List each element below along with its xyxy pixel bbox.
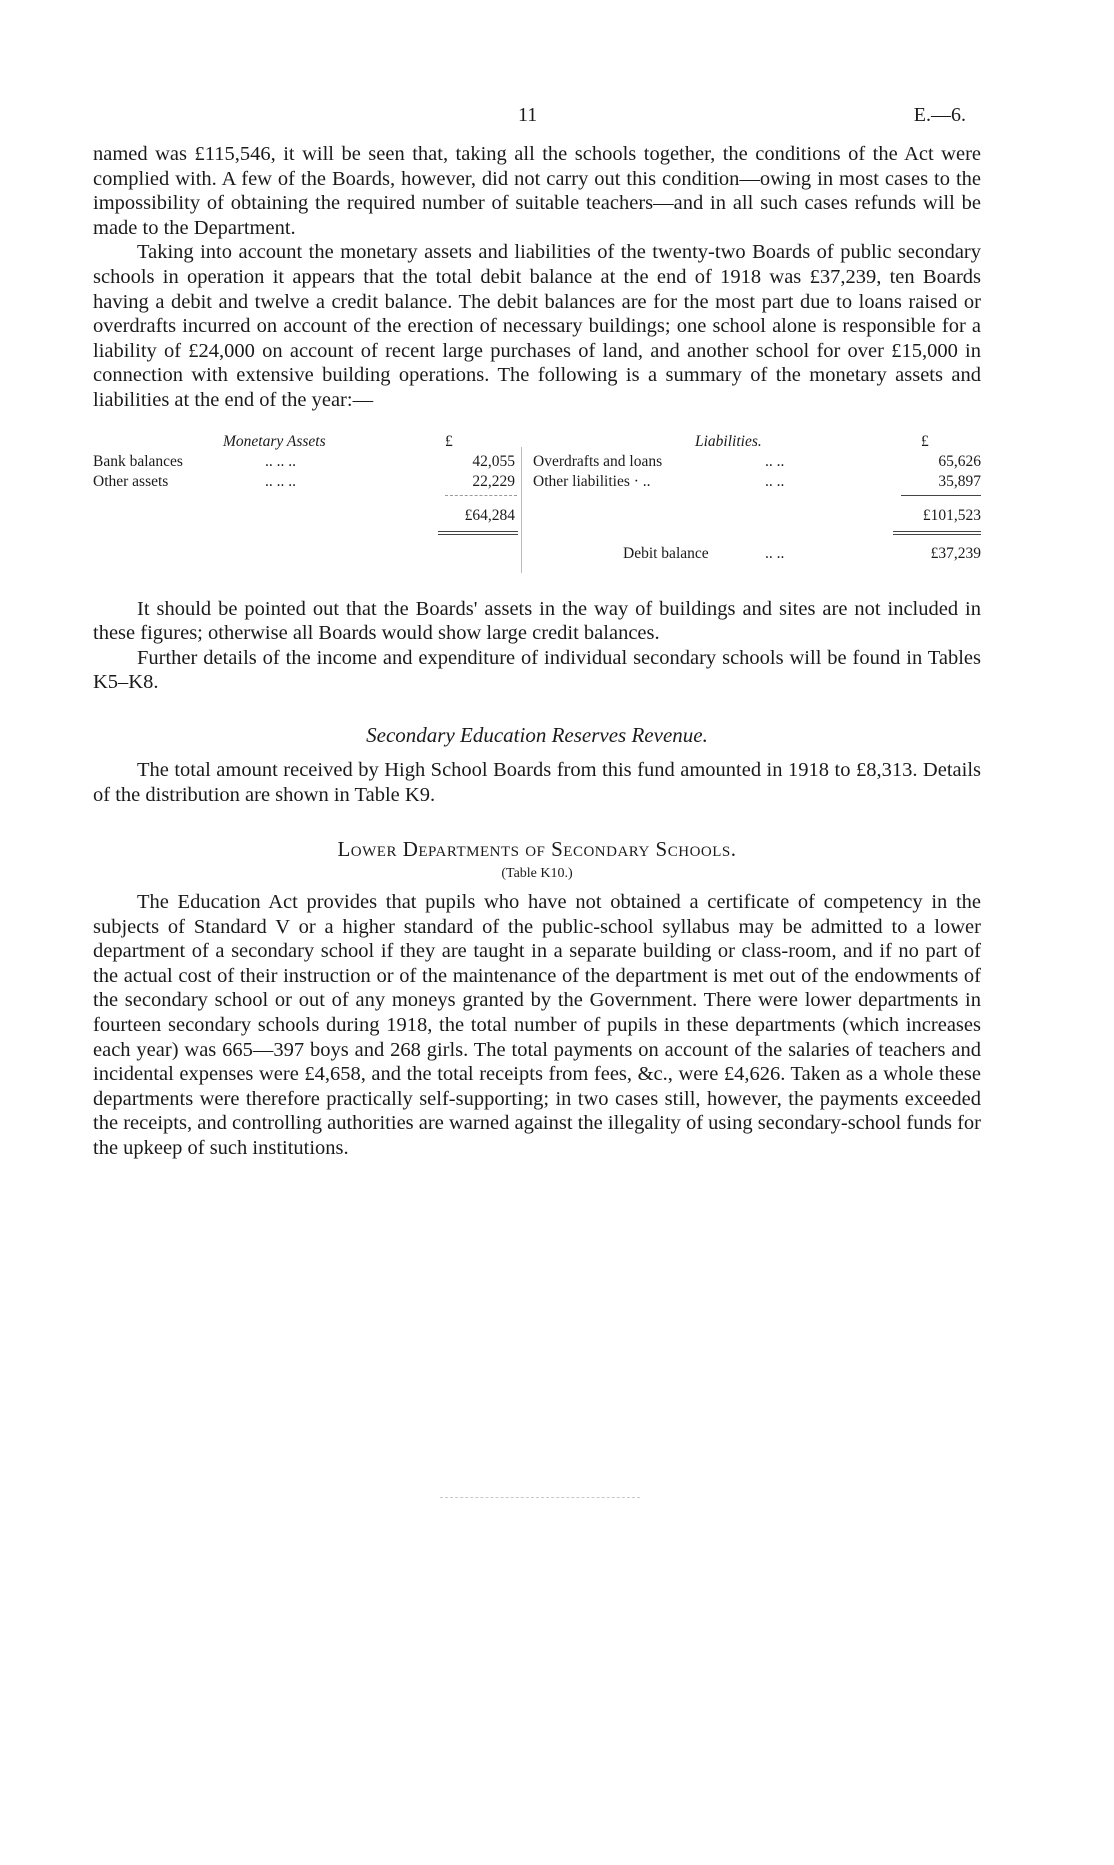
document-reference: E.—6. <box>913 104 966 126</box>
paragraph-assets-liabilities: Taking into account the monetary assets and liabilities of the twenty-two Boards of public secondary schools in operation it appears that the total debit balance at the end of 1918 was £37,239, ten Boards having a debit and twelve a credit balance. The debit balances are for the most part due to loans raised or overdrafts incurred on account of the erection of necessary buildings; one school alone is responsible for a liability of £24,000 on account of recent large purchases of land, and another school for over £15,000 in connection with extensive building operations. The following is a summary of the monetary assets and liabilities at the end of the year:— <box>93 241 981 411</box>
paragraph-buildings-note: It should be pointed out that the Boards' assets in the way of buildings and sites are not included in these figures; otherwise all Boards would show large credit balances. <box>93 597 981 645</box>
assets-total: £64,284 <box>464 506 515 524</box>
liability-leaders: .. .. <box>765 472 785 490</box>
assets-subtotal-rule <box>445 495 517 496</box>
asset-value: 22,229 <box>472 472 515 490</box>
page-header <box>0 104 1114 134</box>
asset-leaders: .. .. .. <box>265 472 296 490</box>
table-reference: (Table K10.) <box>501 866 573 882</box>
debit-balance-label: Debit balance <box>623 544 709 562</box>
section-title-reserves-revenue: Secondary Education Reserves Revenue. <box>366 722 708 747</box>
liabilities-total-rule <box>893 531 981 532</box>
liabilities-currency: £ <box>921 432 929 450</box>
liabilities-heading: Liabilities. <box>695 432 762 450</box>
section-title-lower-departments: Lower Departments of Secondary Schools. <box>337 837 737 862</box>
assets-currency: £ <box>445 432 453 450</box>
debit-balance-leaders: .. .. <box>765 544 785 562</box>
liability-label: Overdrafts and loans <box>533 452 663 470</box>
liability-leaders: .. .. <box>765 452 785 470</box>
liability-label: Other liabilities · .. <box>533 472 651 490</box>
liability-value: 65,626 <box>938 452 981 470</box>
liabilities-subtotal-rule <box>901 495 981 496</box>
assets-liabilities-summary <box>93 433 981 579</box>
assets-total-rule-second <box>438 534 518 535</box>
paragraph-lower-departments: The Education Act provides that pupils who have not obtained a certificate of competency in the subjects of Standard V or a higher standard of the public-school syllabus may be admitted to a lower department of a secondary school if they are taught in a separate building or class-room, and if no part of the actual cost of their instruction or of the maintenance of the department is met out of the endowments of the secondary school or out of any moneys granted by the Government. There were lower departments in fourteen secondary schools during 1918, the total number of pupils in these departments (which increases each year) was 665—397 boys and 268 girls. The total payments on account of the salaries of teachers and incidental expenses were £4,658, and the total receipts from fees, &c., were £4,626. Taken as a whole these departments were therefore practically self-supporting; in two cases still, however, the payments exceeded the receipts, and controlling authorities are warned against the illegality of using secondary-school funds for the upkeep of such institutions. <box>93 891 981 1160</box>
asset-label: Other assets <box>93 472 169 490</box>
liabilities-total-rule-second <box>893 534 981 535</box>
page-number: 11 <box>518 104 538 126</box>
liability-value: 35,897 <box>938 472 981 490</box>
column-divider <box>521 447 522 573</box>
end-rule <box>440 1497 640 1498</box>
asset-leaders: .. .. .. <box>265 452 296 470</box>
assets-total-rule <box>438 531 518 532</box>
debit-balance-value: £37,239 <box>930 544 981 562</box>
paragraph-further-details: Further details of the income and expenditure of individual secondary schools will be found in Tables K5–K8. <box>93 646 981 694</box>
assets-heading: Monetary Assets <box>223 432 326 450</box>
asset-value: 42,055 <box>472 452 515 470</box>
liabilities-total: £101,523 <box>922 506 981 524</box>
paragraph-conditions: named was £115,546, it will be seen that, taking all the schools together, the conditions of the Act were complied with. A few of the Boards, however, did not carry out this condition—owing in most cases to the impossibility of obtaining the required number of suitable teachers—and in all such cases refunds will be made to the Department. <box>93 143 981 239</box>
paragraph-reserves-revenue: The total amount received by High School Boards from this fund amounted in 1918 to £8,313. Details of the distribution are shown in Table K9. <box>93 758 981 806</box>
page-body <box>93 142 981 1161</box>
asset-label: Bank balances <box>93 452 183 470</box>
